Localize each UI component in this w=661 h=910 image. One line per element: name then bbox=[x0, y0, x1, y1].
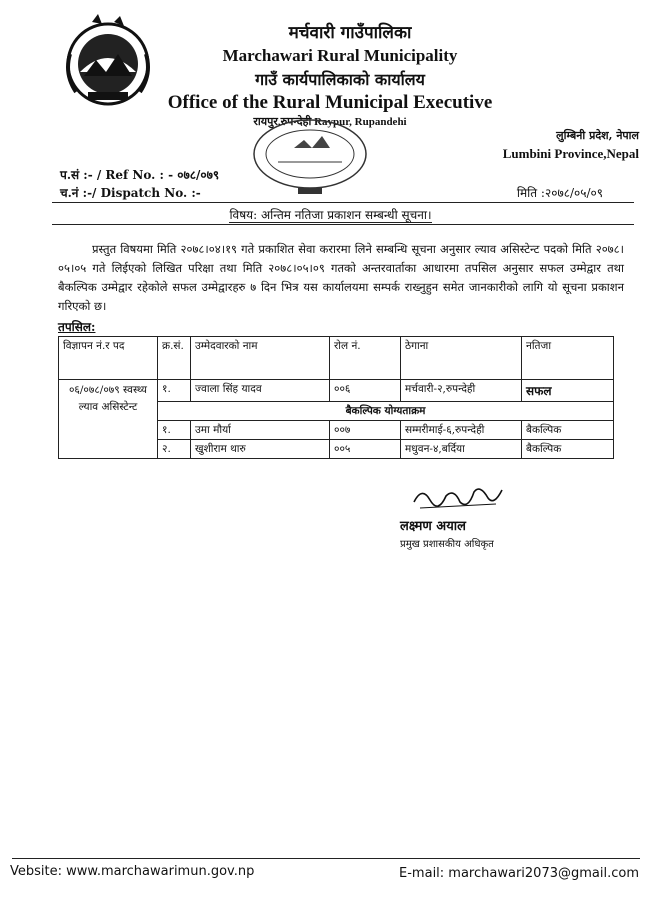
col-header-name: उम्मेदवारको नाम bbox=[191, 337, 330, 380]
table-caption: तपसिल: bbox=[58, 320, 96, 334]
subject-line bbox=[0, 206, 661, 223]
province-nepali: लुम्बिनी प्रदेश, नेपाल bbox=[556, 129, 639, 142]
municipality-name-english: Marchawari Rural Municipality bbox=[222, 46, 458, 65]
roll-cell: ००७ bbox=[330, 421, 401, 440]
footer-email[interactable]: E-mail: marchawari2073@gmail.com bbox=[399, 866, 639, 881]
result-cell: सफल bbox=[522, 380, 614, 402]
candidate-name-cell: ज्वाला सिंह यादव bbox=[191, 380, 330, 402]
candidate-name-cell: उमा मौर्या bbox=[191, 421, 330, 440]
serial-cell: २. bbox=[158, 440, 191, 459]
letter-date: मिति :२०७८/०५/०९ bbox=[516, 186, 603, 200]
roll-cell: ००६ bbox=[330, 380, 401, 402]
footer-website[interactable]: Vebsite: www.marchawarimun.gov.np bbox=[10, 864, 255, 879]
office-name-nepali: गाउँ कार्यपालिकाको कार्यालय bbox=[255, 70, 425, 89]
result-cell: बैकल्पिक bbox=[522, 421, 614, 440]
col-header-post: विज्ञापन नं.र पद bbox=[59, 337, 158, 380]
roll-cell: ००५ bbox=[330, 440, 401, 459]
subject-bottom-divider bbox=[52, 224, 634, 225]
table-row bbox=[59, 380, 614, 402]
col-header-serial: क्र.सं. bbox=[158, 337, 191, 380]
address-cell: सम्मरीमाई-६,रुपन्देही bbox=[401, 421, 522, 440]
alternate-label: बैकल्पिक योग्यताक्रम bbox=[158, 402, 614, 421]
col-header-roll: रोल नं. bbox=[330, 337, 401, 380]
office-address: रायपुर,रुपन्देही Raypur, Rupandehi bbox=[253, 116, 407, 128]
col-header-result: नतिजा bbox=[522, 337, 614, 380]
office-name-english: Office of the Rural Municipal Executive bbox=[167, 92, 493, 113]
address-cell: मधुवन-४,बर्दिया bbox=[401, 440, 522, 459]
candidate-name-cell: खुशीराम थारु bbox=[191, 440, 330, 459]
reference-number: प.सं :- / Ref No. : - ०७८/०७९ bbox=[60, 168, 220, 182]
province-english: Lumbini Province,Nepal bbox=[502, 146, 639, 161]
col-header-address: ठेगाना bbox=[401, 337, 522, 380]
footer-divider bbox=[12, 858, 640, 859]
address-cell: मर्चवारी-२,रुपन्देही bbox=[401, 380, 522, 402]
signatory-name: लक्ष्मण अयाल bbox=[400, 519, 466, 534]
office-stamp-icon bbox=[248, 118, 372, 196]
signature-icon bbox=[410, 482, 506, 512]
result-cell: बैकल्पिक bbox=[522, 440, 614, 459]
signatory-title: प्रमुख प्रशासकीय अधिकृत bbox=[400, 539, 494, 550]
serial-cell: १. bbox=[158, 380, 191, 402]
dispatch-number: च.नं :-/ Dispatch No. :- bbox=[60, 186, 201, 200]
serial-cell: १. bbox=[158, 421, 191, 440]
table-header-row bbox=[59, 337, 614, 380]
subject-text: विषय: अन्तिम नतिजा प्रकाशन सम्बन्धी सूचना। bbox=[229, 208, 432, 222]
notice-body: प्रस्तुत विषयमा मिति २०७८।०४।१९ गते प्रकाशित सेवा करारमा लिने सम्बन्धि सूचना अनुसार ल्याव असिस्टेन्ट पदको मिति २०७८।०५।०५ गते लिईएको लिखित परिक्षा तथा मिति २०७८।०५।०९ गतको अन्तरवार्ताका आधारमा तपसिल अनुसार सफल उम्मेद्वार तथा बैकल्पिक उम्मेद्वार रहेकोले सफल उम्मेद्वारहरु ७ दिन भित्र यस कार्यालयमा सम्पर्क राख्नुहुन समेत जानकारीको लागि यो सूचना प्रकाशन गरिएको छ। bbox=[58, 242, 624, 313]
post-cell: ०६/०७८/०७९ स्वस्थ्य ल्याव असिस्टेन्ट bbox=[59, 380, 158, 459]
subject-top-divider bbox=[52, 202, 634, 203]
results-table bbox=[58, 336, 614, 459]
municipality-name-nepali: मर्चवारी गाउँपालिका bbox=[288, 23, 412, 43]
